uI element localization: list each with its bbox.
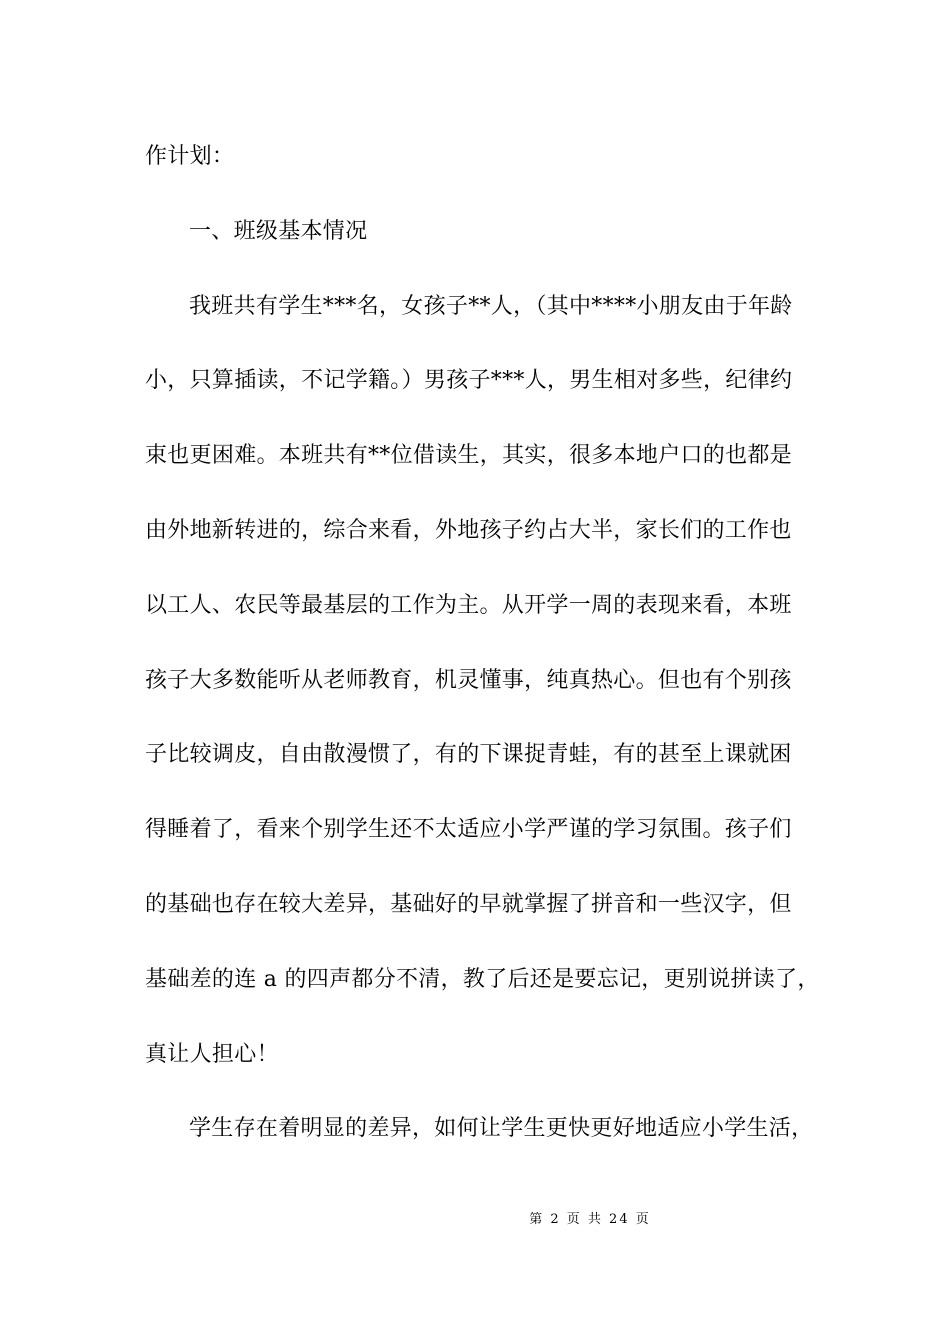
text-line-continuation: 作计划： xyxy=(145,144,235,169)
paragraph-line: 由外地新转进的，综合来看，外地孩子约占大半，家长们的工作也 xyxy=(145,517,792,543)
paragraph-line: 基础差的连 a 的四声都分不清，教了后还是要忘记，更别说拼读了， xyxy=(145,966,820,992)
page-number-footer: 第 2 页 共 24 页 xyxy=(529,1212,651,1227)
paragraph-line: 得睡着了，看来个别学生还不太适应小学严谨的学习氛围。孩子们 xyxy=(145,817,792,843)
section-heading: 一、班级基本情况 xyxy=(189,218,368,244)
paragraph-line: 的基础也存在较大差异，基础好的早就掌握了拼音和一些汉字，但 xyxy=(145,891,792,917)
paragraph-line: 真让人担心！ xyxy=(145,1041,279,1067)
paragraph-line: 我班共有学生***名，女孩子**人，（其中****小朋友由于年龄 xyxy=(189,293,793,319)
body-text xyxy=(145,135,825,1182)
paragraph-line: 学生存在着明显的差异，如何让学生更快更好地适应小学生活， xyxy=(189,1116,814,1142)
paragraph-line: 以工人、农民等最基层的工作为主。从开学一周的表现来看，本班 xyxy=(145,592,792,618)
paragraph-line: 孩子大多数能听从老师教育，机灵懂事，纯真热心。但也有个别孩 xyxy=(145,667,792,693)
paragraph-line: 子比较调皮，自由散漫惯了，有的下课捉青蛙，有的甚至上课就困 xyxy=(145,742,792,768)
paragraph-line: 束也更困难。本班共有**位借读生，其实，很多本地户口的也都是 xyxy=(145,443,793,469)
paragraph-line: 小，只算插读，不记学籍。）男孩子***人，男生相对多些，纪律约 xyxy=(145,368,793,394)
